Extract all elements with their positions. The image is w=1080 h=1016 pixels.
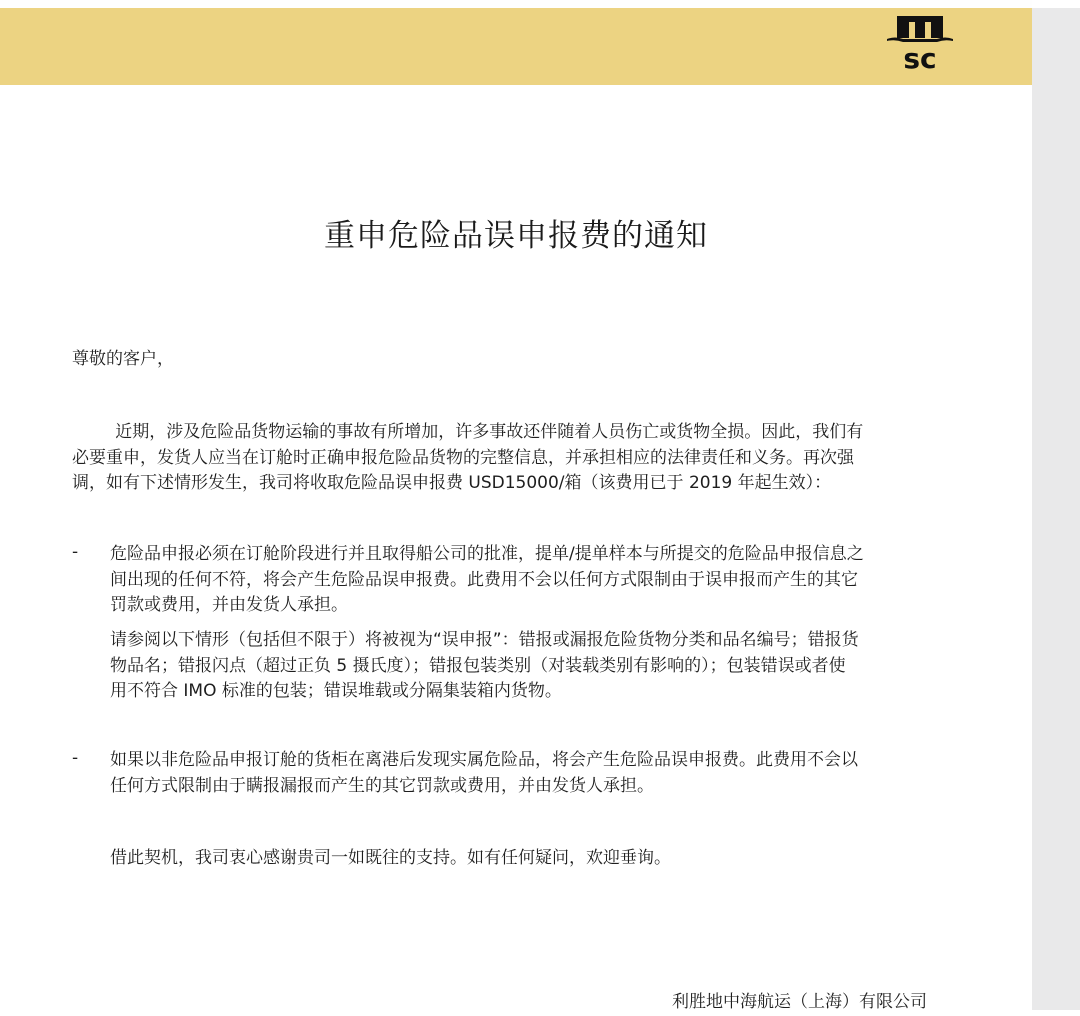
- bullet-line: 如果以非危险品申报订舱的货柜在离港后发现实属危险品，将会产生危险品误申报费。此费用不会以: [110, 750, 858, 770]
- bullet-1-subparagraph: [110, 628, 970, 705]
- msc-logo-icon: [885, 14, 955, 72]
- intro-paragraph: [72, 420, 972, 497]
- sub-line: 物品名；错报闪点（超过正负 5 摄氏度）；错报包装类别（对装载类别有影响的）；包装错误或者使: [110, 655, 846, 676]
- intro-line: 必要重申，发货人应当在订舱时正确申报危险品货物的完整信息，并承担相应的法律责任和义务。再次强: [72, 447, 854, 468]
- sub-line: 用不符合 IMO 标准的包装；错误堆载或分隔集装箱内货物。: [110, 681, 562, 701]
- intro-line: 调，如有下述情形发生，我司将收取危险品误申报费 USD15000/箱（该费用已于 2019 年起生效）：: [72, 473, 832, 493]
- bullet-paragraph-2: [110, 748, 970, 799]
- bullet-line: 间出现的任何不符，将会产生危险品误申报费。此费用不会以任何方式限制由于误申报而产生的其它: [110, 569, 858, 590]
- letterhead-band: [0, 8, 1032, 85]
- svg-text:sc: sc: [903, 42, 937, 72]
- bullet-line: 危险品申报必须在订舱阶段进行并且取得船公司的批准，提单/提单样本与所提交的危险品申报信息之: [110, 544, 864, 564]
- top-strip: [0, 0, 1032, 8]
- viewer-margin: [1032, 8, 1080, 1010]
- document-title: 重申危险品误申报费的通知: [324, 218, 708, 254]
- company-signature: 利胜地中海航运（上海）有限公司: [672, 992, 927, 1012]
- bullet-line: 任何方式限制由于瞒报漏报而产生的其它罚款或费用，并由发货人承担。: [110, 775, 654, 796]
- bullet-paragraph-1: [110, 542, 970, 619]
- bullet-line: 罚款或费用，并由发货人承担。: [110, 595, 348, 615]
- sub-line: 请参阅以下情形（包括但不限于）将被视为“误申报”：错报或漏报危险货物分类和品名编号；错报货: [110, 630, 859, 650]
- bullet-dash: -: [72, 542, 79, 562]
- intro-line: 近期，涉及危险品货物运输的事故有所增加，许多事故还伴随着人员伤亡或货物全损。因此，我们有: [72, 422, 864, 442]
- bullet-dash: -: [72, 748, 79, 768]
- closing-paragraph: 借此契机，我司衷心感谢贵司一如既往的支持。如有任何疑问，欢迎垂询。: [110, 848, 671, 868]
- greeting: 尊敬的客户，: [72, 349, 174, 369]
